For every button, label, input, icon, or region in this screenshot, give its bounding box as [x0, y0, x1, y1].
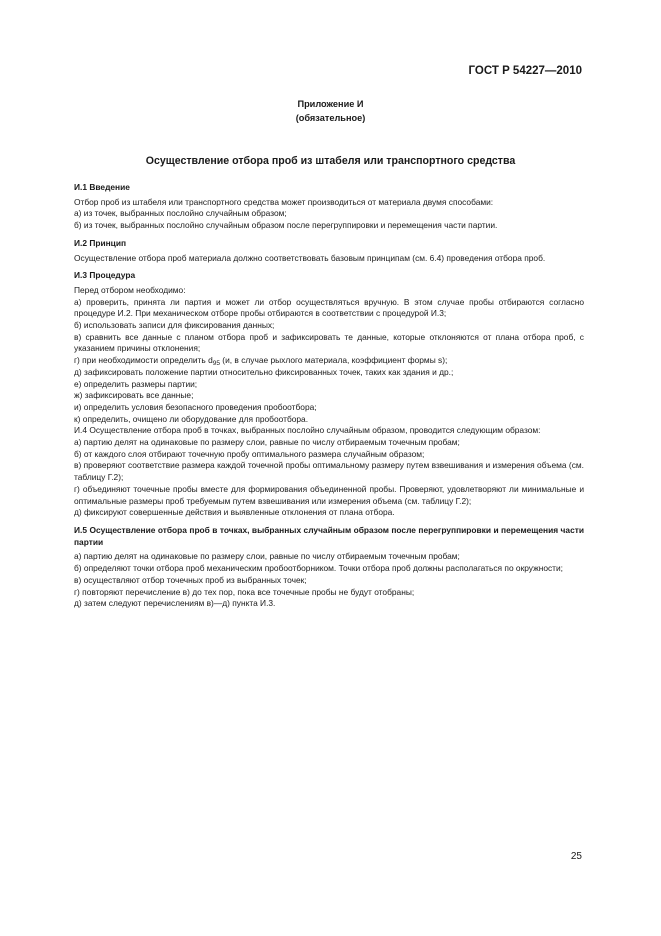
list-item: д) фиксируют совершенные действия и выявленные отклонения от плана отбора. — [74, 507, 395, 518]
list-item-text: г) при необходимости определить d — [74, 355, 213, 366]
list-item — [74, 355, 584, 367]
appendix-name: Приложение И — [297, 99, 364, 109]
list-item: а) проверить, принята ли партия и может ли отбор осуществляться вручную. В этом случае пробы отбираются согласно процедуре И.2. При механическом отборе пробы отбираются в соответствии с процедурой И.3; — [74, 296, 584, 319]
section-heading-i3: И.3 Процедура — [74, 270, 136, 281]
document-body — [74, 182, 584, 610]
list-item: е) определить размеры партии; — [74, 378, 198, 389]
paragraph: Отбор проб из штабеля или транспортного средства может производиться от материала двумя способами: — [74, 196, 494, 207]
list-item: б) из точек, выбранных послойно случайным образом после перегруппировки и перемещения части партии. — [74, 220, 498, 231]
appendix-heading — [0, 97, 661, 125]
list-item: в) проверяют соответствие размера каждой точечной пробы оптимальному размеру путем взвешивания и измерения объема (см. таблицу Г.2); — [74, 460, 584, 483]
list-item: б) определяют точки отбора проб механическим пробоотборником. Точки отбора проб должны располагаться по окружности; — [74, 563, 564, 574]
list-item: б) использовать записи для фиксирования данных; — [74, 320, 275, 331]
page-title: Осуществление отбора проб из штабеля или транспортного средства — [145, 155, 516, 167]
list-item: ж) зафиксировать все данные; — [74, 390, 194, 401]
section-intro-i4: И.4 Осуществление отбора проб в точках, выбранных послойно случайным образом, проводится следующим образом: — [74, 425, 541, 436]
section-heading-i1: И.1 Введение — [74, 182, 130, 192]
list-item: в) сравнить все данные с планом отбора проб и зафиксировать те данные, которые отклоняются от плана отбора проб, с указанием причины отклонения; — [74, 331, 584, 354]
list-item: д) зафиксировать положение партии относительно фиксированных точек, таких как здания и др.; — [74, 366, 454, 377]
list-item: а) из точек, выбранных послойно случайным образом; — [74, 208, 287, 219]
appendix-status: (обязательное) — [295, 113, 366, 123]
list-item: и) определить условия безопасного проведения пробоотбора; — [74, 401, 317, 412]
list-item: б) от каждого слоя отбирают точечную пробу оптимального размера случайным образом; — [74, 448, 425, 459]
subscript: 95 — [212, 360, 220, 368]
standard-number: ГОСТ Р 54227—2010 — [468, 65, 582, 77]
list-item: а) партию делят на одинаковые по размеру слои, равные по числу отбираемым точечным пробам; — [74, 437, 460, 448]
paragraph: Осуществление отбора проб материала должно соответствовать базовым принципам (см. 6.4) проведения отбора проб. — [74, 252, 546, 263]
paragraph: Перед отбором необходимо: — [74, 284, 186, 295]
section-heading-i5: И.5 Осуществление отбора проб в точках, выбранных случайным образом после перегруппировки и перемещения части партии — [74, 524, 584, 547]
list-item: в) осуществляют отбор точечных проб из выбранных точек; — [74, 574, 307, 585]
list-item: г) повторяют перечисление в) до тех пор, пока все точечные пробы не будут отобраны; — [74, 586, 415, 597]
list-item: к) определить, очищено ли оборудование для пробоотбора. — [74, 413, 309, 424]
list-item: г) объединяют точечные пробы вместе для формирования объединенной пробы. Проверяют, удовлетворяют ли минимальные и оптимальные размеры проб требуемым путем взвешивания или измерения объема (см. таблицу Г.2); — [74, 483, 584, 506]
page-number: 25 — [570, 851, 582, 862]
list-item: д) затем следуют перечислениям в)—д) пункта И.3. — [74, 598, 276, 609]
section-heading-i2: И.2 Принцип — [74, 237, 127, 248]
list-item-text: (и, в случае рыхлого материала, коэффициент формы s); — [219, 355, 448, 366]
list-item: а) партию делят на одинаковые по размеру слои, равные по числу отбираемым точечным пробам; — [74, 551, 460, 562]
